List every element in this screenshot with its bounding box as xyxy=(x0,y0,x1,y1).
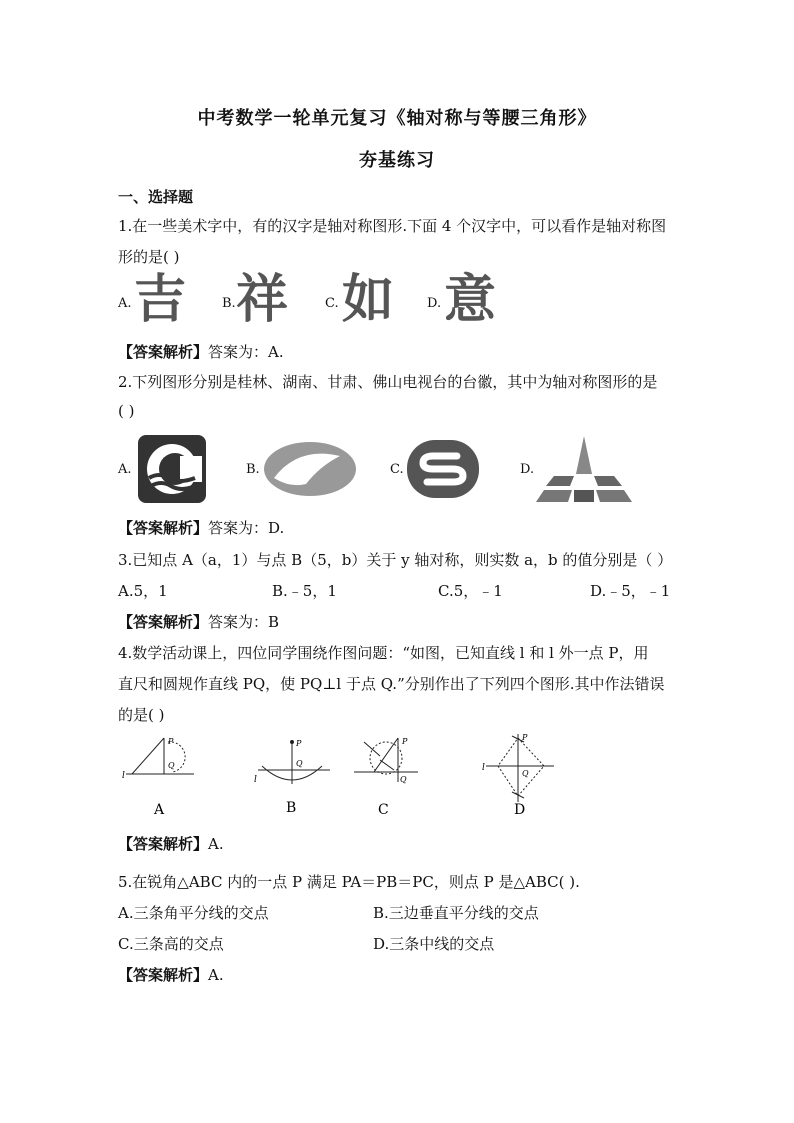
q5-answer xyxy=(118,964,224,985)
q4-answer xyxy=(118,833,224,854)
q2-option-a-label: A. xyxy=(118,462,132,477)
page-title: 中考数学一轮单元复习《轴对称与等腰三角形》 xyxy=(197,108,597,129)
answer-text: A. xyxy=(208,966,224,984)
q1-option-d-char: 意 xyxy=(444,270,497,330)
q4-figure-c xyxy=(354,738,418,782)
q4-stem-line2: 直尺和圆规作直线 PQ，使 PQ⊥l 于点 Q.”分别作出了下列四个图形.其中作法错误 xyxy=(118,675,665,693)
hunan-logo-icon xyxy=(260,438,360,500)
q5-stem: 5.在锐角△ABC 内的一点 P 满足 PA＝PB＝PC，则点 P 是△ABC( ). xyxy=(118,873,580,891)
q1-answer xyxy=(118,341,284,362)
q5-option-d: D.三条中线的交点 xyxy=(373,935,495,953)
answer-tag: 【答案解析】 xyxy=(118,519,209,537)
q3-answer xyxy=(118,611,279,632)
answer-tag: 【答案解析】 xyxy=(118,343,209,361)
q4-figure-a xyxy=(126,738,194,774)
q4-figures xyxy=(118,732,568,822)
q4-b-q: Q xyxy=(296,759,303,768)
q4-d-q: Q xyxy=(522,769,529,778)
q4-d-l: l xyxy=(482,763,485,773)
q4-a-l: l xyxy=(122,771,125,781)
foshan-logo-icon xyxy=(536,432,632,504)
q3-option-a: A.5，1 xyxy=(118,582,168,600)
q4-figure-b xyxy=(258,741,330,785)
q5-option-c: C.三条高的交点 xyxy=(118,935,224,953)
q5-option-b: B.三边垂直平分线的交点 xyxy=(373,904,539,922)
q4-c-label: C xyxy=(378,802,389,818)
q4-b-p: P xyxy=(296,739,302,748)
q4-b-l: l xyxy=(254,775,257,785)
q2-option-b-label: B. xyxy=(246,462,260,477)
section-heading: 一、选择题 xyxy=(118,188,194,206)
q1-option-c-label: C. xyxy=(325,296,339,311)
gansu-logo-icon xyxy=(405,438,481,500)
q1-option-d-label: D. xyxy=(427,296,442,311)
answer-tag: 【答案解析】 xyxy=(118,966,209,984)
q1-option-a-label: A. xyxy=(118,296,132,311)
answer-text: 答案为：B xyxy=(208,613,280,631)
q1-option-b-label: B. xyxy=(222,296,236,311)
q2-option-d-label: D. xyxy=(520,462,535,477)
q4-figure-d xyxy=(486,734,554,802)
q4-c-p: P xyxy=(402,737,408,746)
answer-tag: 【答案解析】 xyxy=(118,613,209,631)
q5-option-a: A.三条角平分线的交点 xyxy=(118,904,269,922)
q4-stem-line3: 的是( ) xyxy=(118,706,165,724)
q4-d-p: P xyxy=(522,733,528,742)
q2-stem-line2: ( ) xyxy=(118,402,135,420)
page-subtitle: 夯基练习 xyxy=(359,150,435,171)
q2-answer xyxy=(118,517,284,538)
q3-option-d: D.﹣5，﹣1 xyxy=(590,582,671,600)
q4-a-p: P xyxy=(168,737,174,746)
q4-a-q: Q xyxy=(168,761,175,770)
q4-a-label: A xyxy=(154,802,165,818)
guilin-logo-icon xyxy=(137,434,207,504)
q3-option-b: B.﹣5，1 xyxy=(272,582,337,600)
q1-option-b-char: 祥 xyxy=(236,270,289,330)
q4-c-q: Q xyxy=(400,775,407,784)
q4-stem-line1: 4.数学活动课上，四位同学围绕作图问题：“如图，已知直线 l 和 l 外一点 P，用 xyxy=(118,644,649,662)
answer-tag: 【答案解析】 xyxy=(118,835,209,853)
answer-text: A. xyxy=(208,835,224,853)
q1-stem-line1: 1.在一些美术字中，有的汉字是轴对称图形.下面 4 个汉字中，可以看作是轴对称图 xyxy=(118,217,667,235)
q2-stem-line1: 2.下列图形分别是桂林、湖南、甘肃、佛山电视台的台徽，其中为轴对称图形的是 xyxy=(118,373,658,391)
answer-text: 答案为：A. xyxy=(208,343,284,361)
q3-option-c: C.5，﹣1 xyxy=(438,582,503,600)
q3-stem: 3.已知点 A（a，1）与点 B（5，b）关于 y 轴对称，则实数 a，b 的值分别是（ ） xyxy=(118,551,673,569)
q1-stem-line2: 形的是( ) xyxy=(118,248,180,266)
q2-option-c-label: C. xyxy=(390,462,404,477)
q4-d-label: D xyxy=(514,802,526,818)
q4-b-label: B xyxy=(286,800,297,816)
q1-option-c-char: 如 xyxy=(342,270,395,330)
q1-option-a-char: 吉 xyxy=(134,270,187,330)
answer-text: 答案为：D. xyxy=(208,519,285,537)
